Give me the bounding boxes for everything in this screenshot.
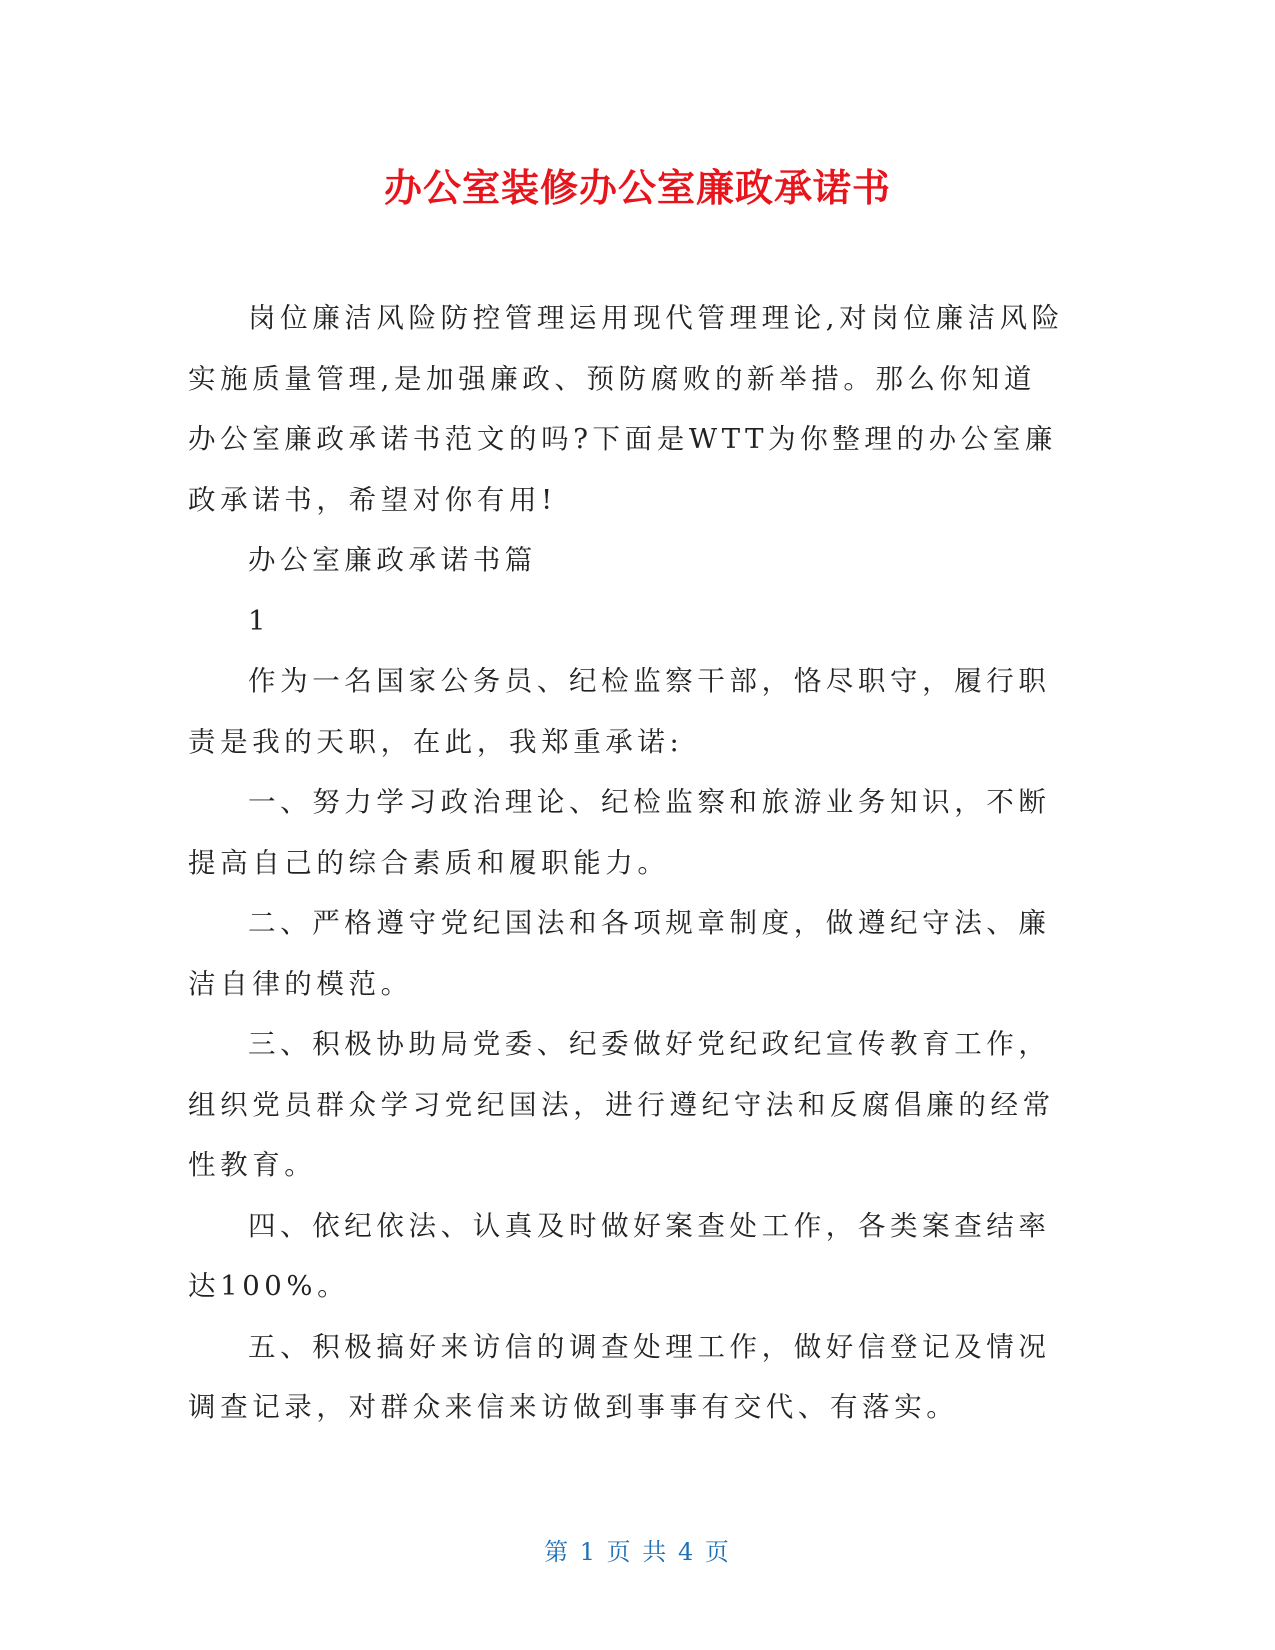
current-page-number: 1 (579, 1538, 598, 1566)
total-pages-number: 4 (677, 1538, 696, 1566)
page-middle-text: 页 共 (606, 1538, 669, 1566)
page-prefix: 第 (544, 1538, 571, 1566)
pledge-item-2: 二、严格遵守党纪国法和各项规章制度，做遵纪守法、廉洁自律的模范。 (188, 907, 1051, 1000)
intro-paragraph: 岗位廉洁风险防控管理运用现代管理理论,对岗位廉洁风险实施质量管理,是加强廉政、预防腐败的新举措。那么你知道办公室廉政承诺书范文的吗?下面是WTT为你整理的办公室廉政承诺书，希望对你有用! (188, 302, 1064, 516)
pledge-item-4: 四、依纪依法、认真及时做好案查处工作，各类案查结率达100%。 (188, 1209, 1051, 1302)
page-footer (0, 1535, 1275, 1569)
section-number: 1 (248, 604, 271, 637)
pledge-item-1: 一、努力学习政治理论、纪检监察和旅游业务知识，不断提高自己的综合素质和履职能力。 (188, 786, 1051, 879)
section-heading: 办公室廉政承诺书篇 (248, 544, 537, 576)
pledge-preamble: 作为一名国家公务员、纪检监察干部，恪尽职守，履行职责是我的天职，在此，我郑重承诺: (188, 665, 1051, 758)
pledge-item-5: 五、积极搞好来访信的调查处理工作，做好信登记及情况调查记录，对群众来信来访做到事事有交代、有落实。 (188, 1330, 1051, 1423)
document-body (188, 288, 1068, 1438)
pledge-item-3: 三、积极协助局党委、纪委做好党纪政纪宣传教育工作，组织党员群众学习党纪国法，进行遵纪守法和反腐倡廉的经常性教育。 (188, 1028, 1055, 1181)
page-suffix: 页 (704, 1538, 731, 1566)
document-title: 办公室装修办公室廉政承诺书 (383, 166, 891, 210)
